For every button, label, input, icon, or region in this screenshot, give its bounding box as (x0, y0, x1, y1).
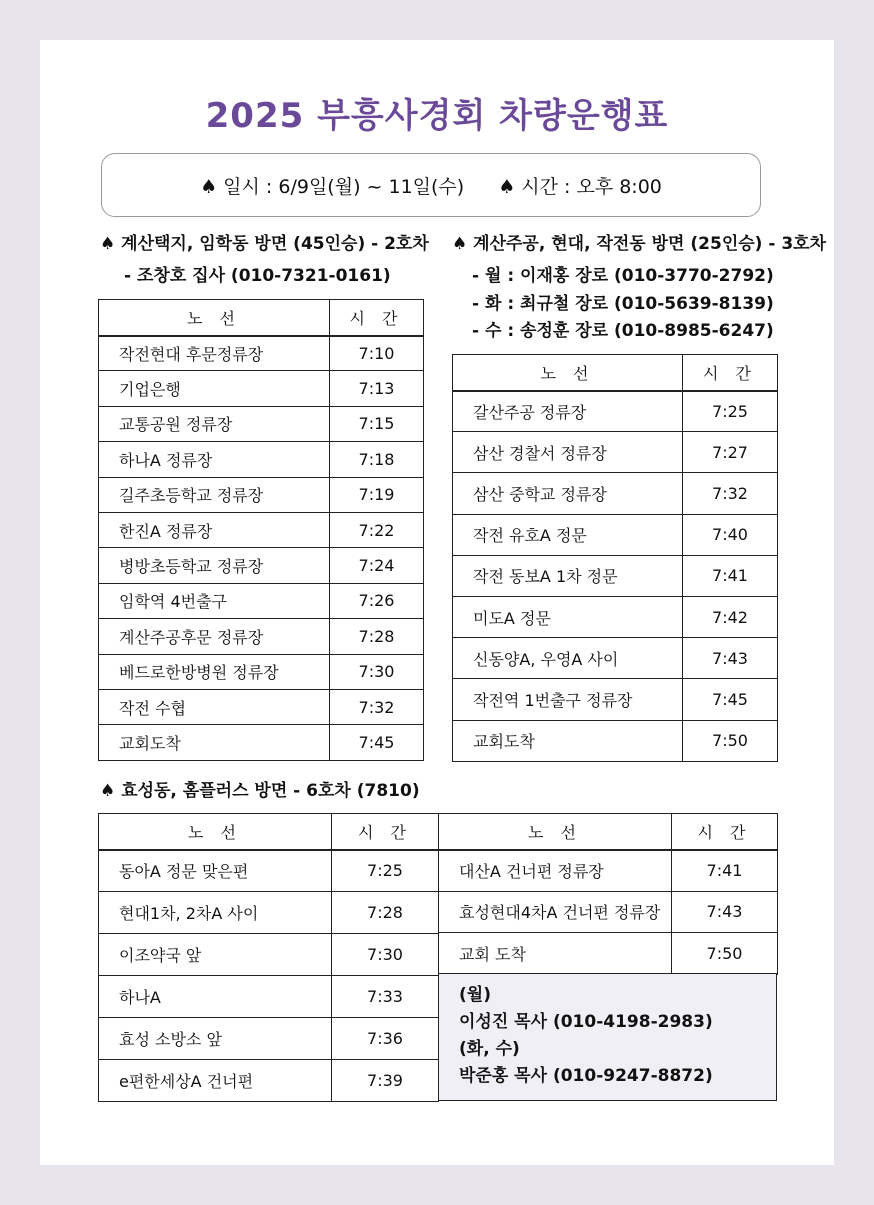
stop-name: 교회 도착 (439, 933, 672, 975)
table-row (99, 725, 424, 760)
stop-time: 7:26 (330, 583, 424, 618)
stop-time: 7:19 (330, 477, 424, 512)
stop-name: 갈산주공 정류장 (453, 391, 683, 432)
table-row (99, 850, 439, 892)
stop-time: 7:28 (330, 619, 424, 654)
stop-name: 작전현대 후문정류장 (99, 336, 330, 371)
stop-time: 7:42 (683, 596, 778, 637)
stop-time: 7:41 (683, 555, 778, 596)
stop-time: 7:24 (330, 548, 424, 583)
table-row (99, 1018, 439, 1060)
bus6-schedule-table-left (98, 813, 439, 1102)
stop-time: 7:33 (332, 976, 439, 1018)
stop-name: 효성현대4차A 건너편 정류장 (439, 891, 672, 933)
table-row (99, 336, 424, 371)
table-row (99, 654, 424, 689)
bus2-schedule-table (98, 299, 424, 761)
bus3-driver-wed: - 수 : 송정훈 장로 (010-8985-6247) (472, 321, 774, 341)
stop-time: 7:50 (672, 933, 778, 975)
schedule-info-box (101, 153, 761, 217)
bus6-driver-contacts (438, 973, 777, 1101)
stop-time: 7:25 (683, 391, 778, 432)
stop-time: 7:45 (330, 725, 424, 760)
stop-name: 하나A 정류장 (99, 442, 330, 477)
stop-name: 교회도착 (99, 725, 330, 760)
stop-name: 이조약국 앞 (99, 934, 332, 976)
table-row (453, 638, 778, 679)
stop-time: 7:15 (330, 406, 424, 441)
table-header-row (99, 814, 439, 850)
stop-name: 현대1차, 2차A 사이 (99, 892, 332, 934)
stop-time: 7:45 (683, 679, 778, 720)
bus6-heading: ♠ 효성동, 홈플러스 방면 - 6호차 (7810) (100, 781, 420, 801)
stop-time: 7:10 (330, 336, 424, 371)
mon-driver: 이성진 목사 (010-4198-2983) (459, 1012, 713, 1032)
time-header: 시 간 (672, 814, 778, 850)
stop-time: 7:32 (683, 473, 778, 514)
bus3-schedule-table (452, 354, 778, 762)
stop-name: 길주초등학교 정류장 (99, 477, 330, 512)
table-header-row (99, 300, 424, 336)
mon-label: (월) (459, 985, 491, 1005)
table-row (99, 548, 424, 583)
stop-time: 7:30 (330, 654, 424, 689)
stop-time: 7:41 (672, 850, 778, 892)
table-row (453, 596, 778, 637)
table-row (453, 720, 778, 761)
table-row (99, 689, 424, 724)
stop-name: 삼산 중학교 정류장 (453, 473, 683, 514)
route-header: 노 선 (453, 355, 683, 391)
stop-time: 7:25 (332, 850, 439, 892)
table-row (439, 933, 778, 975)
table-row (99, 1060, 439, 1102)
table-row (99, 892, 439, 934)
stop-time: 7:39 (332, 1060, 439, 1102)
route-header: 노 선 (99, 814, 332, 850)
table-row (99, 934, 439, 976)
event-time: ♠ 시간 : 오후 8:00 (498, 175, 662, 198)
stop-name: 효성 소방소 앞 (99, 1018, 332, 1060)
table-header-row (453, 355, 778, 391)
tuewed-driver: 박준홍 목사 (010-9247-8872) (459, 1066, 713, 1086)
stop-time: 7:18 (330, 442, 424, 477)
table-row (99, 442, 424, 477)
table-row (99, 371, 424, 406)
stop-name: 대산A 건너편 정류장 (439, 850, 672, 892)
stop-name: 작전역 1번출구 정류장 (453, 679, 683, 720)
route-header: 노 선 (439, 814, 672, 850)
table-row (99, 477, 424, 512)
table-row (99, 583, 424, 618)
table-row (453, 514, 778, 555)
bus3-driver-tue: - 화 : 최규철 장로 (010-5639-8139) (472, 294, 774, 314)
stop-time: 7:43 (672, 891, 778, 933)
stop-name: 동아A 정문 맞은편 (99, 850, 332, 892)
table-row (439, 891, 778, 933)
bus3-heading: ♠ 계산주공, 현대, 작전동 방면 (25인승) - 3호차 (452, 234, 826, 254)
stop-name: 신동양A, 우영A 사이 (453, 638, 683, 679)
stop-name: 베드로한방병원 정류장 (99, 654, 330, 689)
bus6-schedule-table-right (438, 813, 778, 975)
table-row (453, 391, 778, 432)
stop-time: 7:50 (683, 720, 778, 761)
stop-name: 작전 수협 (99, 689, 330, 724)
event-date: ♠ 일시 : 6/9일(월) ~ 11일(수) (200, 175, 465, 198)
table-row (453, 473, 778, 514)
time-header: 시 간 (332, 814, 439, 850)
table-row (99, 976, 439, 1018)
stop-name: 교통공원 정류장 (99, 406, 330, 441)
stop-time: 7:28 (332, 892, 439, 934)
table-header-row (439, 814, 778, 850)
table-row (453, 432, 778, 473)
stop-name: 임학역 4번출구 (99, 583, 330, 618)
stop-time: 7:13 (330, 371, 424, 406)
stop-time: 7:40 (683, 514, 778, 555)
route-header: 노 선 (99, 300, 330, 336)
page-title: 2025 부흥사경회 차량운행표 (205, 96, 669, 136)
time-header: 시 간 (683, 355, 778, 391)
table-row (453, 555, 778, 596)
stop-name: 미도A 정문 (453, 596, 683, 637)
stop-name: e편한세상A 건너편 (99, 1060, 332, 1102)
stop-name: 계산주공후문 정류장 (99, 619, 330, 654)
stop-name: 작전 유호A 정문 (453, 514, 683, 555)
tuewed-label: (화, 수) (459, 1039, 520, 1059)
stop-name: 하나A (99, 976, 332, 1018)
stop-name: 교회도착 (453, 720, 683, 761)
table-row (99, 619, 424, 654)
bus3-driver-mon: - 월 : 이재홍 장로 (010-3770-2792) (472, 266, 774, 286)
stop-time: 7:27 (683, 432, 778, 473)
stop-time: 7:43 (683, 638, 778, 679)
stop-time: 7:30 (332, 934, 439, 976)
table-row (439, 850, 778, 892)
table-row (99, 512, 424, 547)
bus2-heading: ♠ 계산택지, 임학동 방면 (45인승) - 2호차 (100, 234, 429, 254)
stop-time: 7:36 (332, 1018, 439, 1060)
table-row (453, 679, 778, 720)
table-row (99, 406, 424, 441)
stop-name: 한진A 정류장 (99, 512, 330, 547)
stop-time: 7:22 (330, 512, 424, 547)
stop-name: 작전 동보A 1차 정문 (453, 555, 683, 596)
stop-name: 병방초등학교 정류장 (99, 548, 330, 583)
bus2-driver: - 조창호 집사 (010-7321-0161) (124, 266, 391, 286)
stop-name: 삼산 경찰서 정류장 (453, 432, 683, 473)
stop-name: 기업은행 (99, 371, 330, 406)
time-header: 시 간 (330, 300, 424, 336)
stop-time: 7:32 (330, 689, 424, 724)
